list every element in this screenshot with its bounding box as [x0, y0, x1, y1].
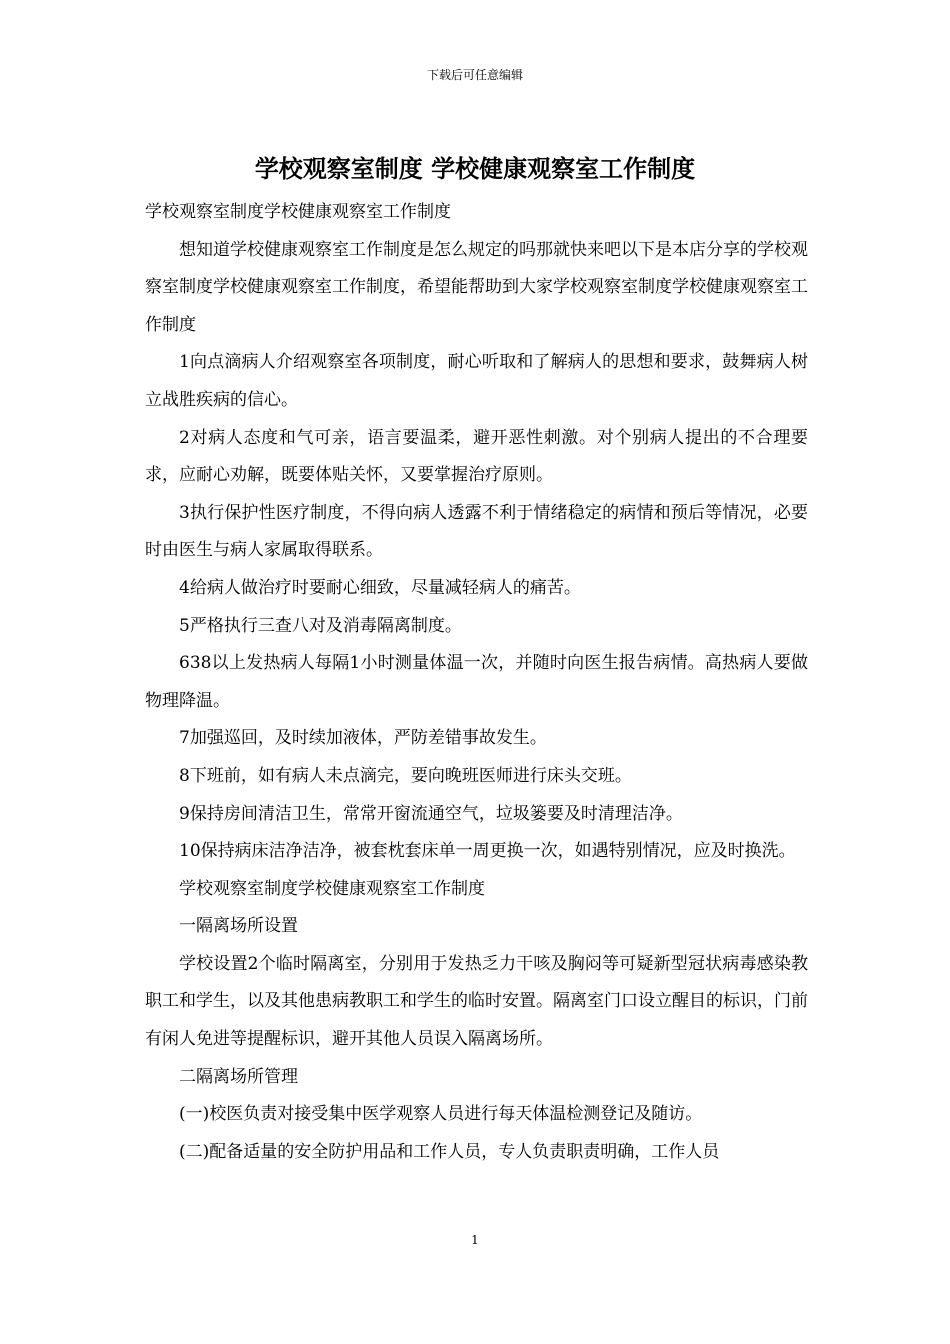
paragraph: 4给病人做治疗时要耐心细致，尽量减轻病人的痛苦。	[179, 577, 581, 598]
page-header-note: 下载后可任意编辑	[426, 68, 523, 82]
paragraph: 8下班前，如有病人未点滴完，要向晚班医师进行床头交班。	[179, 765, 632, 786]
paragraph: 9保持房间清洁卫生，常常开窗流通空气，垃圾篓要及时清理洁净。	[179, 803, 683, 824]
paragraph: 10保持病床洁净洁净，被套枕套床单一周更换一次，如遇特别情况，应及时换洗。	[179, 841, 796, 862]
paragraph: 638以上发热病人每隔1小时测量体温一次，并随时向医生报告病情。高热病人要做物理降温。	[145, 653, 808, 711]
paragraph: 7加强巡回，及时续加液体，严防差错事故发生。	[179, 728, 547, 749]
document-title: 学校观察室制度 学校健康观察室工作制度	[254, 154, 696, 183]
paragraph: 学校设置2个临时隔离室，分别用于发热乏力干咳及胸闷等可疑新型冠状病毒感染教职工和学生，以及其他患病教职工和学生的临时安置。隔离室门口设立醒目的标识，门前有闲人免进等提醒标识，避开其他人员误入隔离场所。	[145, 953, 808, 1050]
paragraph: 3执行保护性医疗制度，不得向病人透露不利于情绪稳定的病情和预后等情况，必要时由医生与病人家属取得联系。	[145, 502, 808, 561]
paragraph: 5严格执行三查八对及消毒隔离制度。	[179, 615, 462, 636]
section-heading: 学校观察室制度学校健康观察室工作制度	[179, 878, 485, 899]
paragraph: (一)校医负责对接受集中医学观察人员进行每天体温检测登记及随访。	[179, 1104, 703, 1125]
section-heading: 一隔离场所设置	[179, 916, 298, 937]
paragraph: 2对病人态度和气可亲，语言要温柔，避开恶性刺激。对个别病人提出的不合理要求，应耐心劝解，既要体贴关怀，又要掌握治疗原则。	[145, 427, 808, 486]
paragraph: (二)配备适量的安全防护用品和工作人员，专人负责职责明确，工作人员	[179, 1141, 720, 1162]
section-heading: 二隔离场所管理	[179, 1066, 298, 1087]
paragraph: 想知道学校健康观察室工作制度是怎么规定的吗那就快来吧以下是本店分享的学校观察室制度学校健康观察室工作制度，希望能帮助到大家学校观察室制度学校健康观察室工作制度	[145, 239, 808, 335]
document-body	[145, 194, 808, 1171]
paragraph: 1向点滴病人介绍观察室各项制度，耐心听取和了解病人的思想和要求，鼓舞病人树立战胜疾病的信心。	[145, 352, 808, 410]
page-number: 1	[471, 1233, 479, 1247]
paragraph: 学校观察室制度学校健康观察室工作制度	[145, 202, 451, 222]
